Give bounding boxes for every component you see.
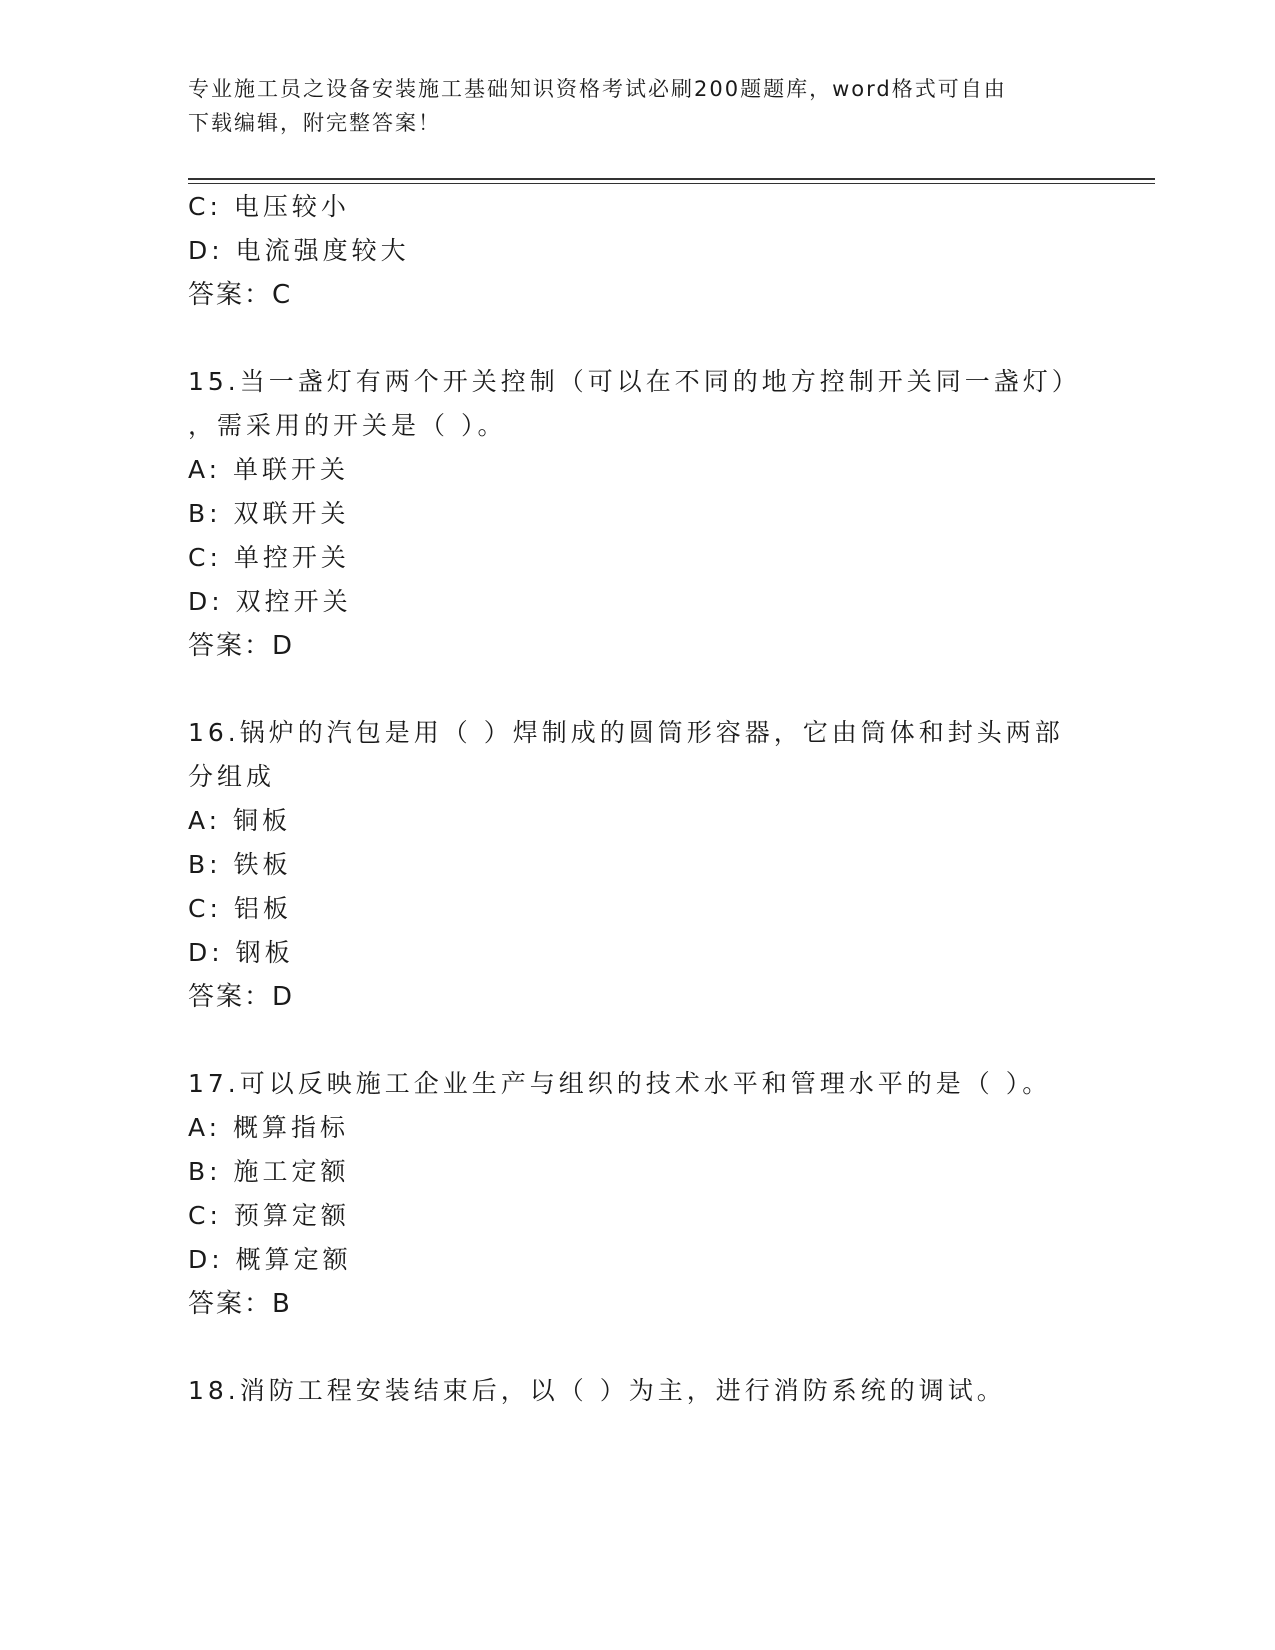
q17-option-c: C: 预算定额 — [188, 1201, 350, 1230]
q15-option-c: C: 单控开关 — [188, 543, 350, 572]
header-rule-thin — [188, 183, 1155, 184]
q16-option-d: D: 钢板 — [188, 938, 294, 967]
q16-stem-line-1: 16.锅炉的汽包是用（ ）焊制成的圆筒形容器，它由筒体和封头两部 — [188, 718, 1064, 747]
q14-option-d: D: 电流强度较大 — [188, 236, 410, 265]
q15-stem-line-2: ，需采用的开关是（ ）。 — [188, 411, 507, 440]
page-header — [188, 72, 1088, 140]
q16-answer: 答案：D — [188, 982, 295, 1012]
q14-answer: 答案：C — [188, 280, 293, 310]
q17-option-b: B: 施工定额 — [188, 1157, 350, 1186]
q15-stem-line-1: 15.当一盏灯有两个开关控制（可以在不同的地方控制开关同一盏灯） — [188, 367, 1081, 396]
q16-option-c: C: 铝板 — [188, 894, 292, 923]
q16-option-b: B: 铁板 — [188, 850, 292, 879]
q15-option-a: A: 单联开关 — [188, 455, 350, 484]
q15-option-d: D: 双控开关 — [188, 587, 352, 616]
header-rule-thick — [188, 178, 1155, 180]
q17-answer: 答案：B — [188, 1289, 292, 1319]
q17-stem-line-1: 17.可以反映施工企业生产与组织的技术水平和管理水平的是（ ）。 — [188, 1069, 1052, 1098]
header-line-1: 专业施工员之设备安装施工基础知识资格考试必刷200题题库，word格式可自由 — [188, 77, 1007, 101]
header-line-2: 下载编辑，附完整答案！ — [188, 111, 441, 135]
q15-option-b: B: 双联开关 — [188, 499, 350, 528]
q18-stem-line-1: 18.消防工程安装结束后，以（ ）为主，进行消防系统的调试。 — [188, 1376, 1006, 1405]
q14-option-c: C: 电压较小 — [188, 192, 350, 221]
q17-option-a: A: 概算指标 — [188, 1113, 350, 1142]
q16-option-a: A: 铜板 — [188, 806, 292, 835]
q15-answer: 答案：D — [188, 631, 295, 661]
q17-option-d: D: 概算定额 — [188, 1245, 352, 1274]
q16-stem-line-2: 分组成 — [188, 762, 276, 791]
